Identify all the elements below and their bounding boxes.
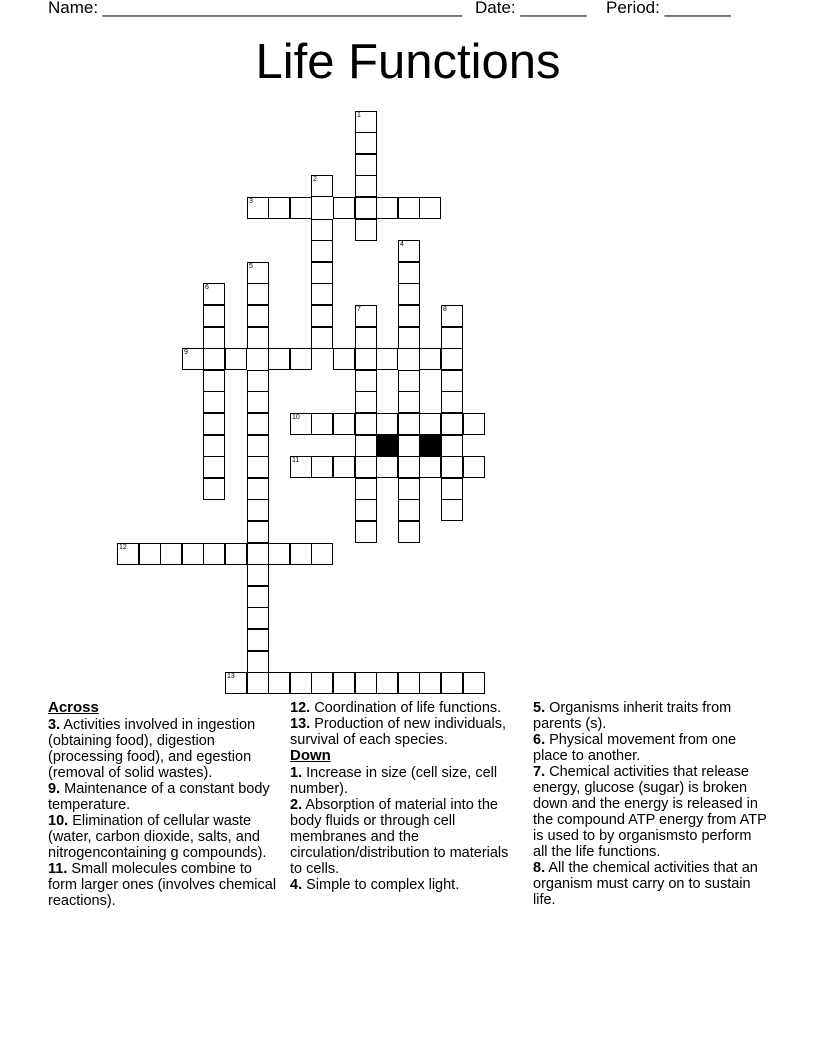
crossword-cell[interactable]: [355, 219, 377, 241]
crossword-cell[interactable]: [247, 197, 269, 219]
crossword-cell[interactable]: [290, 197, 312, 219]
crossword-cell[interactable]: [441, 305, 463, 327]
crossword-cell[interactable]: [355, 327, 377, 349]
crossword-cell[interactable]: [355, 413, 377, 435]
clue-number: 4: [400, 241, 404, 248]
across-heading: Across: [48, 699, 99, 716]
crossword-cell[interactable]: [398, 435, 420, 457]
crossword-cell[interactable]: [247, 370, 269, 392]
crossword-cell[interactable]: [463, 456, 485, 478]
crossword-cell[interactable]: [441, 370, 463, 392]
crossword-cell[interactable]: [247, 413, 269, 435]
crossword-cell[interactable]: [398, 240, 420, 262]
clue-across-11: 11. Small molecules combine to form larger ones (involves chemical reactions).: [48, 861, 277, 909]
crossword-cell[interactable]: [247, 586, 269, 608]
crossword-cell[interactable]: [290, 543, 312, 565]
crossword-cell[interactable]: [441, 672, 463, 694]
clue-number: 7: [357, 306, 361, 313]
crossword-block: [419, 435, 441, 457]
crossword-cell[interactable]: [247, 499, 269, 521]
clue-down-2: 2. Absorption of material into the body fluids or through cell membranes and the circulation/distribution to materials to cells.: [290, 797, 509, 877]
crossword-cell[interactable]: [247, 435, 269, 457]
crossword-cell[interactable]: [247, 478, 269, 500]
clue-number: 2: [313, 176, 317, 183]
crossword-cell[interactable]: [355, 197, 377, 219]
crossword-cell[interactable]: [203, 391, 225, 413]
clue-number: 11: [292, 457, 300, 464]
clue-number: 13: [227, 673, 235, 680]
crossword-cell[interactable]: [463, 413, 485, 435]
crossword-cell[interactable]: [160, 543, 182, 565]
crossword-cell[interactable]: [311, 240, 333, 262]
clue-number: 5: [249, 263, 253, 270]
crossword-cell[interactable]: [247, 629, 269, 651]
crossword-cell[interactable]: [311, 283, 333, 305]
clue-number: 1: [357, 112, 361, 119]
crossword-cell[interactable]: [355, 478, 377, 500]
crossword-cell[interactable]: [419, 348, 441, 370]
crossword-cell[interactable]: [247, 543, 269, 565]
crossword-cell[interactable]: [203, 283, 225, 305]
crossword-cell[interactable]: [398, 478, 420, 500]
crossword-cell[interactable]: [139, 543, 161, 565]
crossword-cell[interactable]: [247, 607, 269, 629]
crossword-cell[interactable]: [290, 413, 312, 435]
page-title: Life Functions: [255, 35, 561, 89]
crossword-cell[interactable]: [247, 262, 269, 284]
crossword-cell[interactable]: [268, 348, 290, 370]
crossword-cell[interactable]: [441, 456, 463, 478]
crossword-cell[interactable]: [268, 197, 290, 219]
crossword-block: [376, 435, 398, 457]
clue-across-3: 3. Activities involved in ingestion (obtaining food), digestion (processing food), and egestion (removal of solid wastes).: [48, 717, 256, 781]
crossword-cell[interactable]: [376, 348, 398, 370]
down-heading: Down: [290, 747, 331, 764]
crossword-cell[interactable]: [398, 197, 420, 219]
crossword-cell[interactable]: [398, 499, 420, 521]
crossword-cell[interactable]: [311, 219, 333, 241]
crossword-cell[interactable]: [376, 456, 398, 478]
clue-number: 3: [249, 198, 253, 205]
crossword-cell[interactable]: [355, 456, 377, 478]
crossword-cell[interactable]: [203, 348, 225, 370]
crossword-cell[interactable]: [225, 672, 247, 694]
clue-down-1: 1. Increase in size (cell size, cell number).: [290, 765, 498, 797]
crossword-cell[interactable]: [311, 327, 333, 349]
crossword-cell[interactable]: [355, 391, 377, 413]
crossword-cell[interactable]: [355, 348, 377, 370]
clue-number: 12: [119, 544, 127, 551]
crossword-cell[interactable]: [117, 543, 139, 565]
crossword-cell[interactable]: [311, 543, 333, 565]
crossword-cell[interactable]: [441, 499, 463, 521]
crossword-cell[interactable]: [355, 435, 377, 457]
crossword-cell[interactable]: [268, 672, 290, 694]
period-field-label: Period: _______: [606, 0, 731, 17]
crossword-cell[interactable]: [441, 391, 463, 413]
crossword-cell[interactable]: [203, 305, 225, 327]
crossword-cell[interactable]: [376, 197, 398, 219]
clue-number: 8: [443, 306, 447, 313]
crossword-cell[interactable]: [333, 672, 355, 694]
crossword-cell[interactable]: [441, 327, 463, 349]
crossword-cell[interactable]: [182, 543, 204, 565]
crossword-cell[interactable]: [333, 456, 355, 478]
crossword-cell[interactable]: [355, 672, 377, 694]
clue-across-9: 9. Maintenance of a constant body temperature.: [48, 781, 270, 813]
crossword-cell[interactable]: [182, 348, 204, 370]
crossword-cell[interactable]: [203, 478, 225, 500]
clue-down-5: 5. Organisms inherit traits from parents (s).: [533, 700, 732, 732]
crossword-cell[interactable]: [247, 651, 269, 673]
crossword-cell[interactable]: [247, 521, 269, 543]
crossword-cell[interactable]: [398, 413, 420, 435]
crossword-cell[interactable]: [311, 262, 333, 284]
crossword-cell[interactable]: [398, 305, 420, 327]
crossword-cell[interactable]: [247, 391, 269, 413]
crossword-cell[interactable]: [247, 327, 269, 349]
clue-down-8: 8. All the chemical activities that an organism must carry on to sustain life.: [533, 860, 758, 908]
clue-across-12: 12. Coordination of life functions.: [290, 700, 502, 716]
clue-down-7: 7. Chemical activities that release energy, glucose (sugar) is broken down and the energy is released in the compound ATP energy from ATP is used to by organismsto perform all the life functions.: [533, 764, 767, 860]
name-field-label: Name: ______________________________________: [48, 0, 463, 17]
date-field-label: Date: _______: [475, 0, 587, 17]
crossword-cell[interactable]: [333, 197, 355, 219]
crossword-cell[interactable]: [398, 262, 420, 284]
crossword-cell[interactable]: [203, 370, 225, 392]
crossword-cell[interactable]: [419, 672, 441, 694]
crossword-cell[interactable]: [203, 456, 225, 478]
crossword-cell[interactable]: [376, 672, 398, 694]
clue-across-13: 13. Production of new individuals, survival of each species.: [290, 716, 507, 748]
crossword-cell[interactable]: [290, 456, 312, 478]
clue-across-10: 10. Elimination of cellular waste (water, carbon dioxide, salts, and nitrogencontaining g compounds).: [48, 813, 267, 861]
clue-number: 10: [292, 414, 300, 421]
crossword-cell[interactable]: [398, 391, 420, 413]
crossword-cell[interactable]: [398, 327, 420, 349]
crossword-cell[interactable]: [398, 370, 420, 392]
crossword-cell[interactable]: [290, 348, 312, 370]
crossword-cell[interactable]: [441, 435, 463, 457]
clue-number: 9: [184, 349, 188, 356]
crossword-cell[interactable]: [203, 327, 225, 349]
clue-number: 6: [205, 284, 209, 291]
crossword-cell[interactable]: [311, 413, 333, 435]
crossword-cell[interactable]: [203, 435, 225, 457]
crossword-cell[interactable]: [355, 132, 377, 154]
crossword-cell[interactable]: [311, 456, 333, 478]
crossword-cell[interactable]: [419, 456, 441, 478]
crossword-cell[interactable]: [247, 672, 269, 694]
crossword-cell[interactable]: [311, 305, 333, 327]
crossword-cell[interactable]: [441, 348, 463, 370]
crossword-cell[interactable]: [247, 305, 269, 327]
crossword-cell[interactable]: [355, 499, 377, 521]
crossword-cell[interactable]: [225, 348, 247, 370]
crossword-cell[interactable]: [355, 154, 377, 176]
clue-column-1: [48, 700, 284, 909]
crossword-cell[interactable]: [247, 564, 269, 586]
crossword-cell[interactable]: [333, 348, 355, 370]
clue-column-3: [533, 700, 768, 908]
crossword-cell[interactable]: [290, 672, 312, 694]
crossword-cell[interactable]: [247, 456, 269, 478]
crossword-cell[interactable]: [441, 413, 463, 435]
crossword-cell[interactable]: [376, 413, 398, 435]
crossword-cell[interactable]: [203, 543, 225, 565]
crossword-cell[interactable]: [463, 672, 485, 694]
clue-column-2: [290, 700, 515, 893]
crossword-cell[interactable]: [398, 456, 420, 478]
crossword-cell[interactable]: [398, 521, 420, 543]
crossword-cell[interactable]: [355, 305, 377, 327]
crossword-cell[interactable]: [419, 413, 441, 435]
crossword-cell[interactable]: [355, 111, 377, 133]
crossword-cell[interactable]: [355, 370, 377, 392]
crossword-cell[interactable]: [398, 672, 420, 694]
crossword-cell[interactable]: [355, 175, 377, 197]
crossword-cell[interactable]: [311, 672, 333, 694]
crossword-cell[interactable]: [355, 521, 377, 543]
crossword-cell[interactable]: [225, 543, 247, 565]
clue-down-6: 6. Physical movement from one place to another.: [533, 732, 737, 764]
crossword-cell[interactable]: [203, 413, 225, 435]
crossword-cell[interactable]: [441, 478, 463, 500]
crossword-cell[interactable]: [333, 413, 355, 435]
crossword-cell[interactable]: [247, 283, 269, 305]
clue-down-4: 4. Simple to complex light.: [290, 877, 460, 893]
crossword-cell[interactable]: [268, 543, 290, 565]
crossword-cell[interactable]: [311, 175, 333, 197]
crossword-cell[interactable]: [398, 283, 420, 305]
crossword-cell[interactable]: [419, 197, 441, 219]
